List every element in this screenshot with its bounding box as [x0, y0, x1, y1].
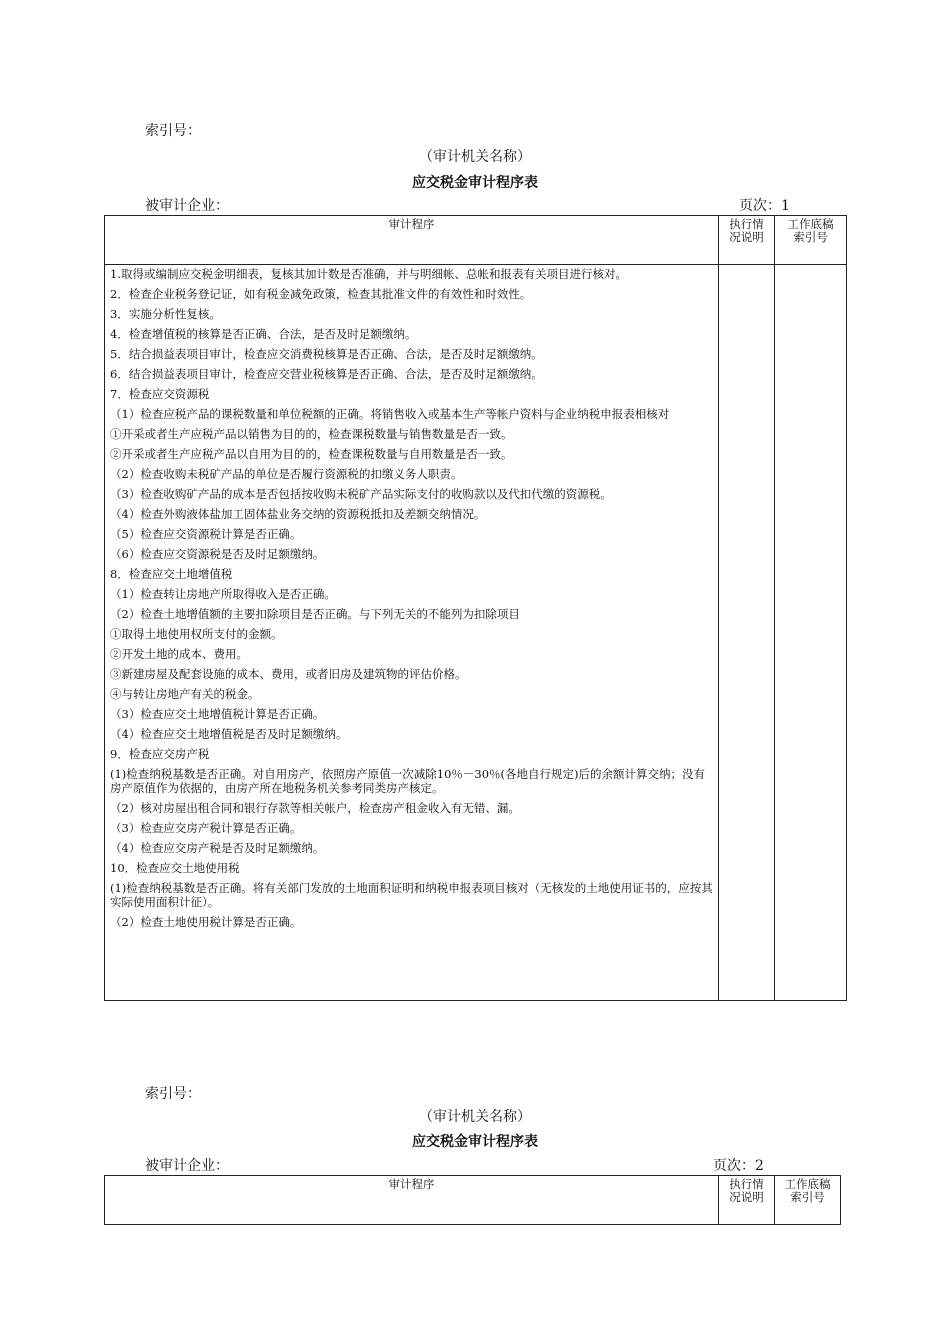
procedure-step: 10．检查应交土地使用税 [110, 861, 240, 875]
procedure-step: （3）检查应交房产税计算是否正确。 [110, 821, 302, 835]
procedure-step: （1）检查转让房地产所取得收入是否正确。 [110, 587, 336, 601]
header-execution: 执行情况说明 [719, 216, 775, 265]
page-number: 页次：1 [739, 198, 790, 214]
audit-procedure-table [104, 215, 847, 1001]
procedure-step: (1)检查纳税基数是否正确。对自用房产，依照房产原值一次减除10％－30％(各地自行规定)后的余额计算交纳；没有房产原值作为依据的，由房产所在地税务机关参考同类房产核定。 [110, 767, 706, 795]
procedure-step: （4）检查外购液体盐加工固体盐业务交纳的资源税抵扣及差额交纳情况。 [110, 507, 486, 521]
procedure-step: （2）核对房屋出租合同和银行存款等相关帐户，检查房产租金收入有无错、漏。 [110, 801, 520, 815]
procedure-step: （2）检查收购未税矿产品的单位是否履行资源税的扣缴义务人职责。 [110, 467, 463, 481]
procedure-step: ④与转让房地产有关的税金。 [110, 687, 260, 701]
procedure-step: （2）检查土地增值额的主要扣除项目是否正确。与下列无关的不能列为扣除项目 [110, 607, 520, 621]
procedure-step: ②开采或者生产应税产品以自用为目的的，检查课税数量与自用数量是否一致。 [110, 447, 513, 461]
procedure-step: （5）检查应交资源税计算是否正确。 [110, 527, 302, 541]
page-title-page2: 应交税金审计程序表 [412, 1134, 538, 1150]
audited-company-label-page2: 被审计企业： [145, 1158, 229, 1174]
index-number-label: 索引号： [145, 123, 201, 139]
procedure-step: 6．结合损益表项目审计，检查应交营业税核算是否正确、合法，是否及时足额缴纳。 [110, 367, 543, 381]
page-title: 应交税金审计程序表 [412, 175, 538, 191]
audited-company-label: 被审计企业： [145, 198, 229, 214]
procedure-step: 2．检查企业税务登记证，如有税金减免政策，检查其批准文件的有效性和时效性。 [110, 287, 532, 301]
execution-cell[interactable] [719, 265, 775, 1001]
procedure-step: 4．检查增值税的核算是否正确、合法，是否及时足额缴纳。 [110, 327, 417, 341]
procedure-step: （3）检查应交土地增值税计算是否正确。 [110, 707, 325, 721]
procedure-step: （1）检查应税产品的课税数量和单位税额的正确。将销售收入或基本生产等帐户资料与企业纳税申报表相核对 [110, 407, 670, 421]
procedure-step: （2）检查土地使用税计算是否正确。 [110, 915, 302, 929]
procedure-step: ②开发土地的成本、费用。 [110, 647, 248, 661]
audit-org-name-page2: （审计机关名称） [419, 1109, 531, 1125]
procedure-step: 8．检查应交土地增值税 [110, 567, 233, 581]
header-procedure: 审计程序 [105, 216, 719, 265]
procedure-step: ①取得土地使用权所支付的金额。 [110, 627, 283, 641]
procedure-step: （3）检查收购矿产品的成本是否包括按收购未税矿产品实际支付的收购款以及代扣代缴的资源税。 [110, 487, 612, 501]
procedure-step: （4）检查应交土地增值税是否及时足额缴纳。 [110, 727, 348, 741]
header-workpaper-page2: 工作底稿索引号 [775, 1176, 841, 1225]
procedure-steps-list [110, 267, 714, 929]
page-number-page2: 页次：2 [713, 1158, 764, 1174]
table-row [105, 265, 847, 1001]
audit-procedure-table-page2 [104, 1175, 841, 1225]
procedure-step: 1.取得或编制应交税金明细表，复核其加计数是否准确，并与明细帐、总帐和报表有关项目进行核对。 [110, 267, 627, 281]
procedure-step: (1)检查纳税基数是否正确。将有关部门发放的土地面积证明和纳税申报表项目核对（无核发的土地使用证书的，应按其实际使用面积计征）。 [110, 881, 713, 909]
header-procedure-page2: 审计程序 [105, 1176, 719, 1225]
procedure-step: ③新建房屋及配套设施的成本、费用，或者旧房及建筑物的评估价格。 [110, 667, 467, 681]
workpaper-cell[interactable] [775, 265, 847, 1001]
procedure-step: ①开采或者生产应税产品以销售为目的的，检查课税数量与销售数量是否一致。 [110, 427, 513, 441]
procedure-steps-cell [105, 265, 719, 1001]
table-header-row [105, 216, 847, 265]
table-header-row-page2 [105, 1176, 841, 1225]
procedure-step: 3．实施分析性复核。 [110, 307, 221, 321]
procedure-step: （6）检查应交资源税是否及时足额缴纳。 [110, 547, 325, 561]
header-workpaper: 工作底稿索引号 [775, 216, 847, 265]
procedure-step: 9．检查应交房产税 [110, 747, 210, 761]
procedure-step: 7．检查应交资源税 [110, 387, 210, 401]
header-execution-page2: 执行情况说明 [719, 1176, 775, 1225]
procedure-step: （4）检查应交房产税是否及时足额缴纳。 [110, 841, 325, 855]
procedure-step: 5．结合损益表项目审计，检查应交消费税核算是否正确、合法，是否及时足额缴纳。 [110, 347, 543, 361]
index-number-label-page2: 索引号： [145, 1086, 201, 1102]
audit-org-name: （审计机关名称） [419, 149, 531, 165]
